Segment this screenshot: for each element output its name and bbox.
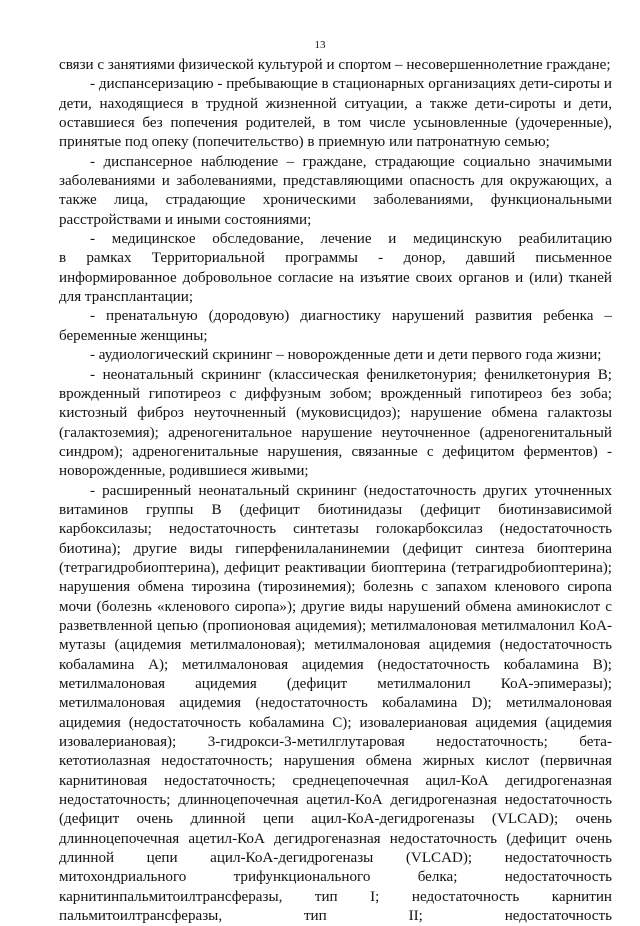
body-text (59, 56, 612, 926)
text-line: - диспансерное наблюдение – граждане, страдающие социально значимыми (90, 153, 612, 170)
text-line: метилмалоновая ацидемия (дефицит метилмалонил КоА-эпимеразы); (59, 676, 612, 692)
text-line: кетотиолазная недостаточность; нарушения обмена жирных кислот (первичная (59, 753, 612, 770)
text-line: длинноцепочечная ацетил-КоА дегидрогеназная недостаточность (дефицит очень (59, 830, 612, 847)
text-line: карнитинпальмитоилтрансферазы, тип I; недостаточность карнитин (59, 888, 612, 905)
text-line: - неонатальный скрининг (классическая фенилкетонурия; фенилкетонурия В; (90, 366, 612, 383)
text-line: синдром); адреногенитальные нарушения, связанные с дефицитом ферментов) - (59, 443, 612, 460)
text-line: расстройствами и иными состояниями; (59, 211, 312, 228)
text-line: - аудиологический скрининг – новорожденные дети и дети первого года жизни; (90, 347, 602, 364)
text-line: (дефицит очень длинной цепи ацил-КоА-дегидрогеназы (VLCAD); очень (59, 811, 612, 828)
text-line: - расширенный неонатальный скрининг (недостаточность других уточненных (90, 482, 612, 499)
text-line: нарушения обмена тирозина (тирозинемия); болезнь с запахом кленового сиропа (59, 579, 612, 596)
text-line: кобаламина А); метилмалоновая ацидемия (недостаточность кобаламина В); (59, 656, 612, 673)
text-line: мочи (болезнь «кленового сиропа»); другие виды нарушений обмена аминокислот с (59, 598, 612, 615)
text-line: новорожденные, родившиеся живыми; (59, 463, 309, 480)
text-line: пальмитоилтрансферазы, тип II; недостаточность (59, 908, 612, 925)
text-line: в рамках Территориальной программы - донор, давший письменное (59, 250, 612, 267)
text-line: принятые под опеку (попечительство) в приемную или патронатную семью; (59, 134, 550, 151)
text-line: врожденный гипотиреоз с диффузным зобом; врожденный гипотиреоз без зоба; (59, 385, 612, 402)
text-line: также лица, страдающие хроническими заболеваниями, функциональными (59, 192, 612, 209)
text-line: для трансплантации; (59, 289, 194, 306)
text-line: ацидемия (недостаточность кобаламина С); изовалериановая ацидемия (ацидемия (59, 714, 612, 731)
text-line: беременные женщины; (59, 327, 208, 344)
text-line: карбоксилазы; недостаточность синтетазы голокарбоксилаз (недостаточность (59, 521, 612, 538)
text-line: карнитиновая недостаточность; среднецепочечная ацил-КоА дегидрогеназная (59, 772, 612, 789)
text-line: мутазы (ацидемия метилмалоновая); метилмалоновая ацидемия (недостаточность (59, 637, 612, 654)
text-line: метилмалоновая ацидемия (недостаточность кобаламина D); метилмалоновая (59, 695, 612, 712)
text-line: недостаточность; длинноцепочечная ацетил-КоА дегидрогеназная недостаточность (59, 792, 612, 809)
text-line: (тетрагидробиоптерина), дефицит реактивации биоптерина (тетрагидробиоптерина); (59, 559, 612, 576)
text-line: биотина); другие виды гиперфенилаланинемии (дефицит синтеза биоптерина (59, 540, 612, 557)
text-line: - диспансеризацию - пребывающие в стационарных организациях дети-сироты и (90, 76, 612, 93)
text-line: - медицинское обследование, лечение и медицинскую реабилитацию (90, 231, 612, 248)
text-line: (галактоземия); адреногенитальное нарушение неуточненное (адреногенитальный (59, 424, 612, 441)
page-number: 13 (314, 39, 326, 51)
text-line: оставшиеся без попечения родителей, в том числе усыновленные (удочеренные), (59, 115, 612, 132)
text-line: - пренатальную (дородовую) диагностику нарушений развития ребенка – (90, 308, 612, 325)
text-line: витаминов группы В (дефицит биотинидазы (дефицит биотинзависимой (59, 501, 612, 518)
text-line: изовалериановая); 3-гидрокси-3-метилглутаровая недостаточность; бета- (59, 734, 612, 751)
text-line: длинной цепи ацил-КоА-дегидрогеназы (VLCAD); недостаточность (59, 850, 612, 867)
text-line: дети, находящиеся в трудной жизненной ситуации, а также дети-сироты и дети, (59, 95, 612, 112)
text-line: заболеваниями и заболеваниями, представляющими опасность для окружающих, а (59, 173, 612, 190)
text-line: митохондриального трифункционального белка; недостаточность (59, 869, 612, 886)
text-line: связи с занятиями физической культурой и спортом – несовершеннолетние граждане; (59, 57, 611, 73)
text-line: информированное добровольное согласие на изъятие своих органов и (или) тканей (59, 269, 612, 286)
text-line: разветвленной цепью (пропионовая ацидемия); метилмалоновая метилмалонил КоА- (59, 617, 612, 634)
text-line: кистозный фиброз неуточненный (муковисцидоз); нарушение обмена галактозы (59, 405, 612, 422)
